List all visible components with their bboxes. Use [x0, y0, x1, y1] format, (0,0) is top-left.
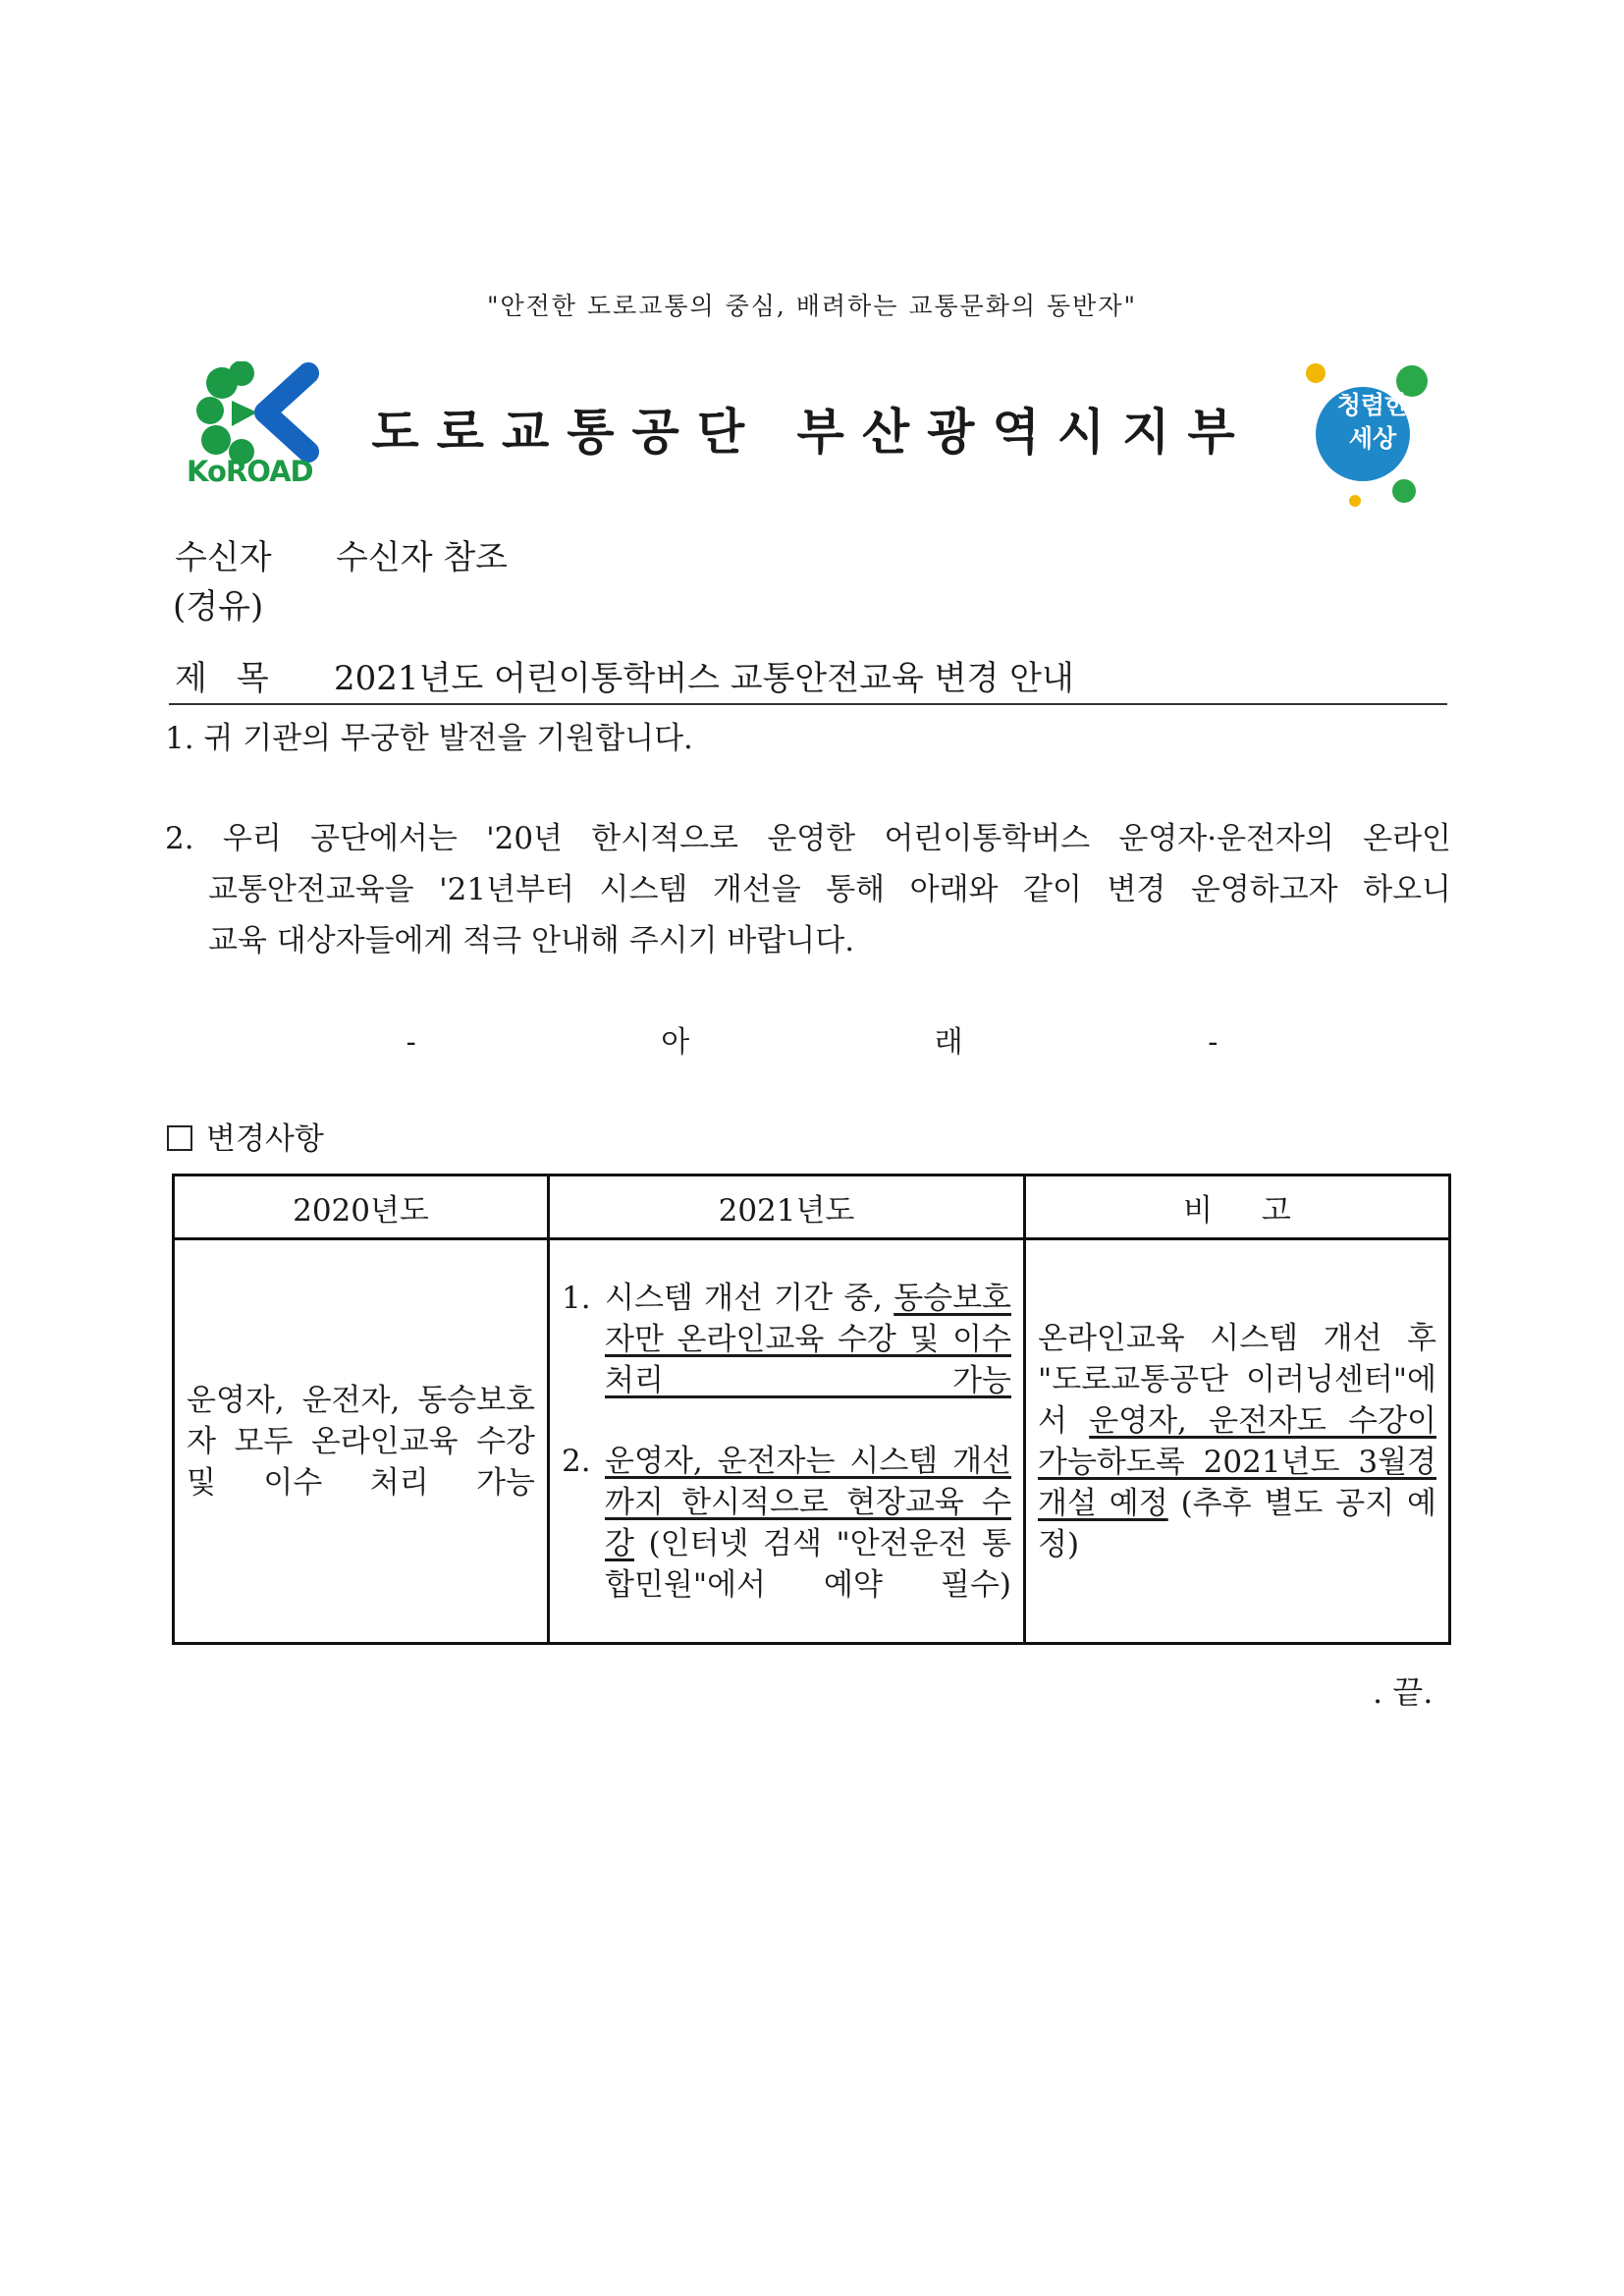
changes-table	[172, 1174, 1451, 1645]
subject-label: 제목	[175, 659, 298, 698]
item-2	[562, 1441, 1011, 1606]
emblem-text-line1: 청렴한	[1336, 391, 1409, 419]
paragraph-1: 1. 귀 기관의 무궁한 발전을 기원합니다.	[165, 721, 693, 756]
end-mark: . 끝.	[1373, 1673, 1434, 1711]
recipient-label: 수신자	[175, 538, 272, 577]
remarks-underlined: 운영자, 운전자도 수강이 가능하도록 2021년도 3월경 개설 예정	[1038, 1402, 1436, 1521]
item-1-number: 1.	[562, 1280, 591, 1316]
section-title-text: 변경사항	[206, 1121, 324, 1157]
paragraph-2-line2: 교통안전교육을 '21년부터 시스템 개선을 통해 아래와 같이 변경 운영하고자 하오니	[208, 872, 1451, 907]
paragraph-2-line1: 2. 우리 공단에서는 '20년 한시적으로 운영한 어린이통학버스 운영자·운전자의 온라인	[165, 821, 1451, 856]
remarks-pre: 온라인교육 시스템 개선 후 "도로교통공단 이러닝센터"에서	[1038, 1320, 1436, 1439]
cell-remarks	[1025, 1239, 1450, 1644]
section-title	[167, 1114, 324, 1158]
below-heading: - 아 래 -	[406, 1025, 1218, 1060]
item-2-underlined: 운영자, 운전자는 시스템 개선까지 한시적으로 현장교육 수강	[605, 1443, 1011, 1561]
checkbox-icon	[167, 1125, 192, 1151]
remarks-post: (추후 별도 공지 예정)	[1038, 1485, 1436, 1562]
item-1-pre: 시스템 개선 기간 중,	[605, 1280, 894, 1316]
slogan: "안전한 도로교통의 중심, 배려하는 교통문화의 동반자"	[487, 292, 1137, 320]
cell-2020-text: 운영자, 운전자, 동승보호자 모두 온라인교육 수강 및 이수 처리 가능	[187, 1382, 535, 1501]
cell-remarks-text	[1038, 1318, 1436, 1565]
item-2-post: (인터넷 검색 "안전운전 통합민원"에서 예약 필수)	[605, 1525, 1011, 1603]
via-label: (경유)	[173, 587, 264, 627]
table-header-row	[174, 1175, 1450, 1239]
emblem-text	[1320, 389, 1426, 456]
recipient-value: 수신자 참조	[336, 538, 509, 577]
header-2021: 2021년도	[549, 1175, 1025, 1239]
item-1-underlined: 동승보호자만 온라인교육 수강 및 이수 처리 가능	[605, 1280, 1011, 1398]
cell-2020	[174, 1239, 549, 1644]
header-remarks: 비 고	[1025, 1175, 1450, 1239]
header-2020: 2020년도	[174, 1175, 549, 1239]
emblem-text-line2: 세상	[1348, 424, 1397, 453]
item-1	[562, 1278, 1011, 1401]
paragraph-2-line3: 교육 대상자들에게 적극 안내해 주시기 바랍니다.	[208, 923, 855, 958]
subject-value: 2021년도 어린이통학버스 교통안전교육 변경 안내	[334, 659, 1074, 698]
org-name: 도로교통공단 부산광역시지부	[371, 404, 1253, 461]
cell-2021	[549, 1239, 1025, 1644]
item-2-number: 2.	[562, 1443, 591, 1479]
subject-divider	[169, 703, 1447, 705]
table-row	[174, 1239, 1450, 1644]
item-1-text	[605, 1278, 1011, 1401]
koroad-logo-text: KoROAD	[187, 455, 313, 488]
item-2-text	[605, 1441, 1011, 1606]
